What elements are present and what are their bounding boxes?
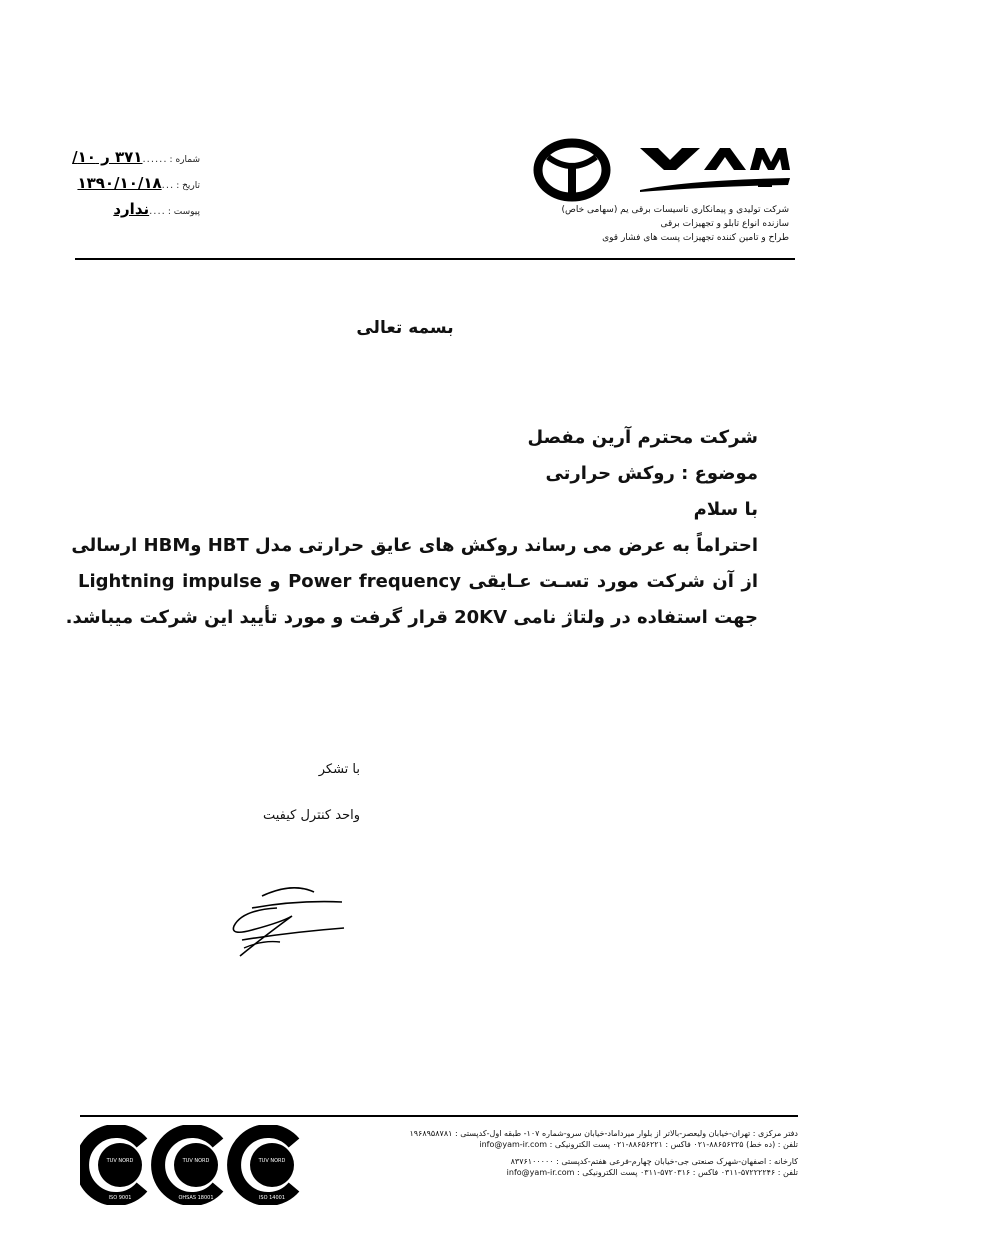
office-line: دفتر مرکزی : تهران-خیابان ولیعصر-بالاتر از بلوار میرداماد-خیابان سرو-شماره ۱۰۷- طبقه اول-کدپستی : ۱۹۶۸۹۵۸۷۸۱ — [409, 1129, 798, 1138]
letter-attachment: پیوست : .... ندارد — [113, 200, 200, 218]
factory-address — [328, 1156, 798, 1178]
letter-meta — [30, 148, 200, 226]
office-address — [328, 1128, 798, 1150]
signatory-line: واحد کنترل کیفیت — [262, 808, 360, 823]
company-line: طراح و تامین کننده تجهیزات پست های فشار قوی — [602, 233, 789, 243]
certification-logos — [80, 1125, 310, 1205]
company-line: سازنده انواع تابلو و تجهیزات برقی — [660, 219, 789, 229]
footer-divider — [80, 1115, 798, 1117]
body-line: احتراماً به عرض می رساند روکش های عایق حرارتی مدل HBT وHBM ارسالی — [71, 535, 758, 556]
company-line: شرکت تولیدی و پیمانکاری تاسیسات برقی یم (سهامی خاص) — [561, 205, 789, 215]
number-label: شماره : — [169, 155, 200, 165]
date-value: ۱۳۹۰/۱۰/۱۸ — [77, 174, 162, 192]
letter-number: شماره : ...... ۳۷۱ ر ۱۰/ — [72, 148, 200, 166]
cert-org-text: TUV NORD — [182, 1158, 210, 1164]
factory-line: کارخانه : اصفهان-شهرک صنعتی جی-خیابان چهارم-فرعی هفتم-کدپستی : ۸۳۷۶۱۰۰۰۰۰ — [510, 1157, 798, 1166]
basmala-heading: بسمه تعالی — [356, 318, 454, 338]
cert-iso-9001-icon — [82, 1131, 142, 1201]
yam-logo-emblem — [530, 135, 630, 205]
subject-line: موضوع : روکش حرارتی — [545, 463, 758, 484]
cert-standard-text: OHSAS 18001 — [178, 1195, 214, 1201]
company-description — [469, 203, 789, 245]
office-line: تلفن : (ده خط) ۸۸۶۵۶۲۲۵-۰۲۱ فاکس : ۸۸۶۵۶۲۲۱-۰۲۱ پست الکترونیکی : info@yam-ir.com — [479, 1140, 798, 1149]
cert-standard-text: ISO 9001 — [108, 1195, 132, 1201]
recipient-line: شرکت محترم آرین مفصل — [527, 427, 758, 448]
letter-date: تاریخ : ... ۱۳۹۰/۱۰/۱۸ — [77, 174, 200, 192]
cert-standard-text: ISO 14001 — [258, 1195, 286, 1201]
attachment-value: ندارد — [113, 200, 150, 218]
cert-org-text: TUV NORD — [258, 1158, 286, 1164]
factory-line: تلفن : ۵۷۲۲۲۲۴۶-۰۳۱۱ فاکس : ۵۷۲۰۳۱۶-۰۳۱۱ پست الکترونیکی : info@yam-ir.com — [506, 1168, 798, 1177]
closing — [210, 760, 360, 852]
letter-body — [65, 420, 758, 636]
yam-logo-wordmark — [630, 140, 790, 200]
number-value: ۳۷۱ ر ۱۰/ — [72, 148, 143, 166]
attachment-label: پیوست : — [167, 207, 200, 217]
footer-contact — [328, 1128, 798, 1184]
cert-iso-14001-icon — [234, 1131, 294, 1201]
header-divider — [75, 258, 795, 260]
body-line: جهت استفاده در ولتاژ نامی 20KV قرار گرفت و مورد تأیید این شرکت میباشد. — [65, 607, 758, 628]
greeting-line: با سلام — [693, 499, 758, 520]
body-line: از آن شرکت مورد تسـت عـایقی Power frequency و Lightning impulse — [78, 571, 758, 592]
cert-org-text: TUV NORD — [106, 1158, 134, 1164]
handwritten-signature — [222, 878, 352, 963]
date-label: تاریخ : — [176, 181, 200, 191]
cert-ohsas-18001-icon — [158, 1131, 218, 1201]
thanks-line: با تشکر — [318, 762, 360, 777]
